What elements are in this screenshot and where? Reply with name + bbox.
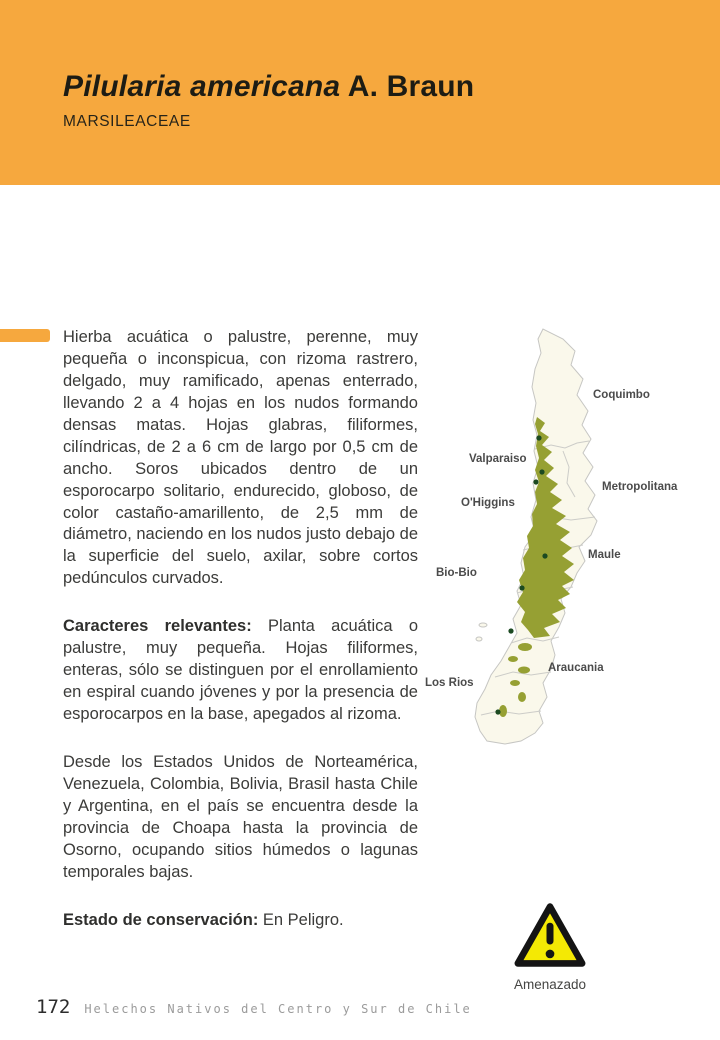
- species-title: [63, 70, 474, 103]
- footer: [36, 996, 472, 1018]
- paragraph-text: En Peligro.: [262, 910, 344, 929]
- map-label-ohiggins: O'Higgins: [461, 497, 515, 509]
- paragraph-lead: Caracteres relevantes:: [63, 617, 252, 636]
- paragraph-text: Planta acuática o palustre, muy pequeña. Hojas filiformes, enteras, sólo se distinguen por el enrollamiento en espiral cuando jóvenes y por la presencia de esporocarpos en la base, apegados al rizoma.: [63, 617, 418, 723]
- page-number: 172: [36, 996, 71, 1018]
- paragraph-text: Desde los Estados Unidos de Norteamérica, Venezuela, Colombia, Bolivia, Brasil hasta Chile y Argentina, en el país se encuentra desde la provincia de Choapa hasta la provincia de Osorno, ocupando sitios húmedos o lagunas temporales bajas.: [63, 752, 418, 881]
- status-label: Amenazado: [513, 977, 587, 992]
- status-warning: [508, 900, 592, 992]
- map-label-coquimbo: Coquimbo: [593, 389, 650, 401]
- book-title: Helechos Nativos del Centro y Sur de Chile: [84, 1002, 472, 1016]
- family-name: MARSILEACEAE: [63, 113, 191, 130]
- map-label-maule: Maule: [588, 549, 621, 561]
- paragraph-text: Hierba acuática o palustre, perenne, muy pequeña o inconspicua, con rizoma rastrero, delgado, muy ramificado, apenas enterrado, llevando 2 a 4 hojas en los nudos formando densas matas. Hojas glabras, filiformes, cilíndricas, de 2 a 6 cm de largo por 0,5 cm de ancho. Soros ubicados dentro de un esporocarpo solitario, endurecido, globoso, de color castaño-amarillento, de 2,5 mm de diámetro, naciendo en los nudos justo debajo de la superficie del suelo, axilar, sobre cortos pedúnculos curvados.: [63, 328, 418, 588]
- species-author: A. Braun: [340, 70, 475, 103]
- article-text: [63, 327, 418, 958]
- map-label-valparaiso: Valparaiso: [469, 453, 527, 465]
- paragraph-marker-bar: [0, 329, 50, 342]
- map-label-biobio: Bio-Bio: [436, 567, 477, 579]
- distribution-map: [425, 325, 715, 750]
- header-band: [0, 0, 720, 185]
- map-label-metropolitana: Metropolitana: [602, 481, 678, 493]
- species-name-italic: Pilularia americana: [63, 70, 341, 103]
- paragraph-conservation: [63, 910, 418, 932]
- paragraph-description: [63, 327, 418, 590]
- map-label-araucania: Araucania: [548, 662, 604, 674]
- coastal-islands: [476, 623, 487, 641]
- paragraph-distribution: [63, 752, 418, 884]
- paragraph-characters: [63, 616, 418, 726]
- paragraph-lead: Estado de conservación:: [63, 910, 259, 929]
- map-label-losrios: Los Rios: [425, 677, 474, 689]
- warning-triangle-icon: [512, 900, 588, 970]
